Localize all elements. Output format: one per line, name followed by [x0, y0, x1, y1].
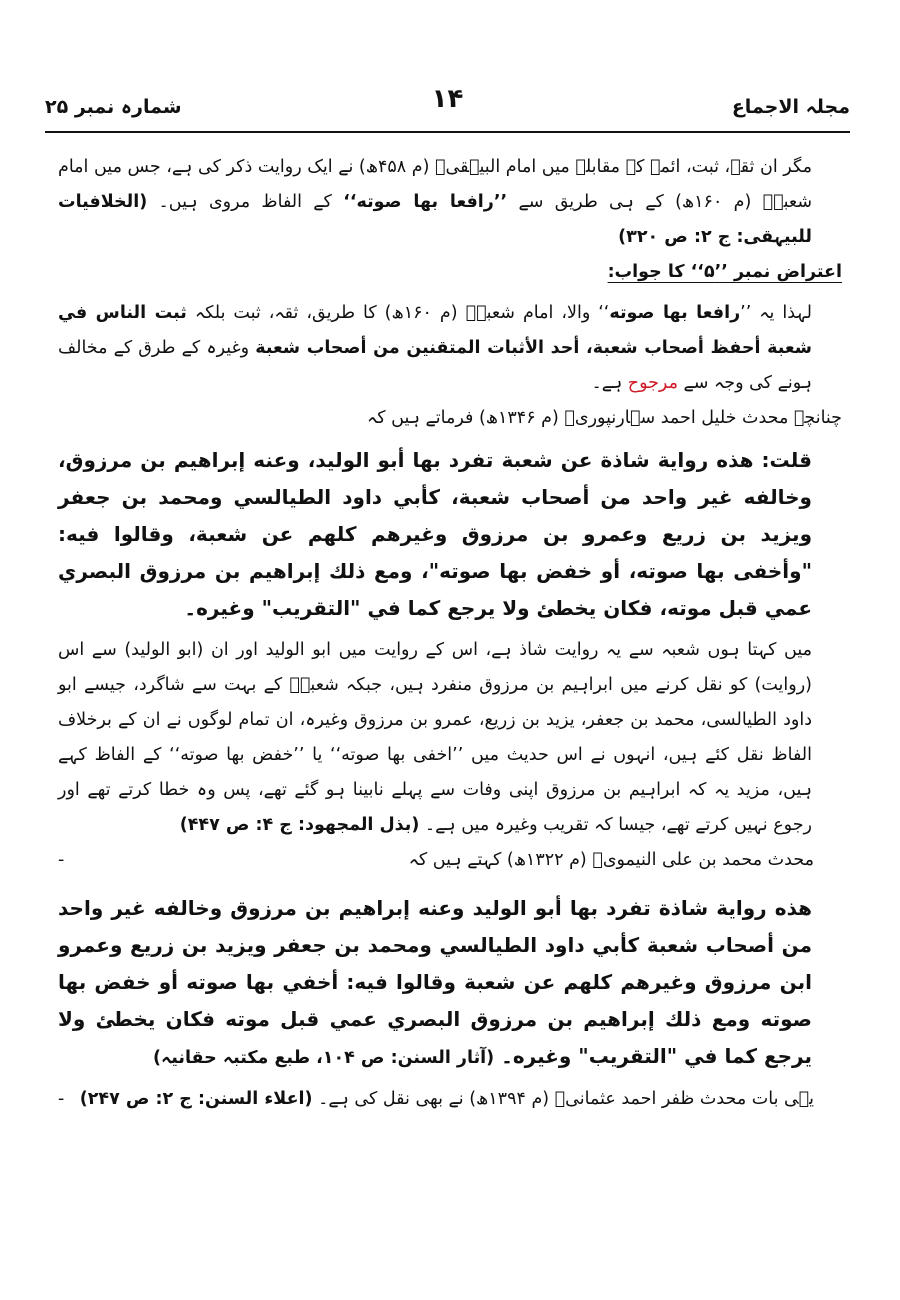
response-part7: ہے۔ — [591, 373, 628, 393]
nimawi-text: محدث محمد بن علی النیمویؒ (م ۱۳۲۲ھ) کہتے ہیں کہ — [408, 850, 814, 870]
arabic-quote-athar — [58, 890, 842, 1076]
translation-text: میں کہتا ہوں شعبہ سے یہ روایت شاذ ہے، اس کے روایت میں ابو الولید اور ان (ابو الولید) سے اس (روایت) کو نقل کرنے میں ابراہیم بن مرزوق منفرد ہیں، جبکہ شعبہؒ کے بہت سے شاگرد، جیسے ابو داود الطیالسی، محمد بن جعفر، یزید بن زریع، عمرو بن مرزوق وغیرہ، ان تمام لوگوں نے ان کے برخلاف الفاظ نقل کئے ہیں، انہوں نے اس حدیث میں ’’اخفی بها صوته‘‘ یا ’’خفض بها صوته‘‘ کے الفاظ کہے ہیں، مزید یہ کہ ابراہیم بن مرزوق اپنی وفات سے پہلے نابینا ہو گئے تھے، پس وہ خطا کرتے تھے اور رجوع نہیں کرتے تھے، جیسا کہ تقریب وغیرہ میں ہے۔ — [58, 640, 812, 835]
intro-line2c: کے الفاظ مروی ہیں۔ — [147, 192, 344, 212]
dash-marker: - — [58, 850, 65, 870]
objection-heading: اعتراض نمبر ’’۵‘‘ کا جواب: — [607, 262, 842, 282]
page-header — [45, 84, 850, 126]
athar-quote-text: هذه رواية شاذة تفرد بها أبو الوليد وعنه إبراهيم بن مرزوق وخالفه غير واحد من أصحاب شعبة كأبي داود الطيالسي ومحمد بن جعفر ويزيد بن زريع وعمرو ابن مرزوق وغيرهم كلهم عن شعبة وقالوا فيه: أخفي بها صوته أو خفض بها صوته ومع ذلك إبراهيم بن مرزوق البصري عمي قبل موته فكان يخطئ ولا يرجع كما في "التقريب" وغيره۔ — [58, 896, 812, 1068]
intro-reference: (الخلافیات للبیہقی: ج ۲: ص ۳۲۰) — [58, 192, 812, 247]
translation-badhl — [58, 633, 842, 843]
journal-title: مجلہ الاجماع — [731, 96, 850, 118]
page-number: ۱۴ — [431, 84, 464, 114]
paragraph-response — [58, 296, 842, 401]
page-body — [58, 150, 842, 1117]
intro-arabic-phrase: ’’رافعا بها صوته‘‘ — [343, 192, 508, 212]
uthmani-reference: (اعلاء السنن: ج ۲: ص ۲۴۷) — [79, 1089, 313, 1109]
translation-reference: (بذل المجهود: ج ۴: ص ۴۴۷) — [179, 815, 420, 835]
response-part3: ‘‘ والا، امام شعبہؒ (م ۱۶۰ھ) کا طریق، ثقہ، ثبت بلکہ — [186, 303, 610, 323]
paragraph-saharanpuri: چنانچہ محدث خلیل احمد سہارنپوریؒ (م ۱۳۴۶ھ) فرماتے ہیں کہ — [366, 408, 842, 428]
header-rule — [45, 131, 850, 133]
paragraph-intro — [58, 150, 842, 255]
list-item-uthmani — [58, 1082, 842, 1117]
response-arabic-phrase: رافعا بها صوته — [609, 303, 741, 323]
response-part1: لہذا یہ ’’ — [740, 303, 813, 323]
dash-marker: - — [58, 1089, 65, 1109]
response-part5: وغیرہ کے طرق کے مخالف ہونے کی وجہ سے — [58, 338, 812, 393]
uthmani-text: یہی بات محدث ظفر احمد عثمانیؒ (م ۱۳۹۴ھ) نے بھی نقل کی ہے۔ — [312, 1089, 814, 1109]
athar-reference: (آثار السنن: ص ۱۰۴، طبع مکتبہ حقانیہ) — [152, 1048, 495, 1068]
intro-line1: مگر ان ثقہ، ثبت، ائمہ کے مقابلے میں امام البیہقیؒ (م ۴۵۸ھ) نے ایک روایت ذکر کی ہے، جس میں امام — [58, 157, 812, 177]
marjooh-word: مرجوح — [627, 373, 678, 393]
issue-number: شمارہ نمبر ۲۵ — [45, 96, 182, 118]
intro-line2a: شعبہؒ (م ۱۶۰ھ) کے ہی طریق سے — [507, 192, 812, 212]
arabic-quote-badhl: قلت: هذه رواية شاذة عن شعبة تفرد بها أبو الوليد، وعنه إبراهيم بن مرزوق، وخالفه غير واحد من أصحاب شعبة، كأبي داود الطيالسي ومحمد بن جعفر ويزيد بن زريع وعمرو بن مرزوق وغيرهم كلهم عن شعبة، وقالوا فيه: "وأخفى بها صوته، أو خفض بها صوته"، ومع ذلك إبراهيم بن مرزوق البصري عمي قبل موته، فكان يخطئ ولا يرجع كما في "التقريب" وغيره۔ — [58, 448, 812, 620]
list-item-nimawi — [58, 843, 842, 878]
response-arabic-quote: ثبت الناس في شعبة أحفظ أصحاب شعبة، أحد الأثبات المتقنين من أصحاب شعبة — [58, 303, 813, 358]
